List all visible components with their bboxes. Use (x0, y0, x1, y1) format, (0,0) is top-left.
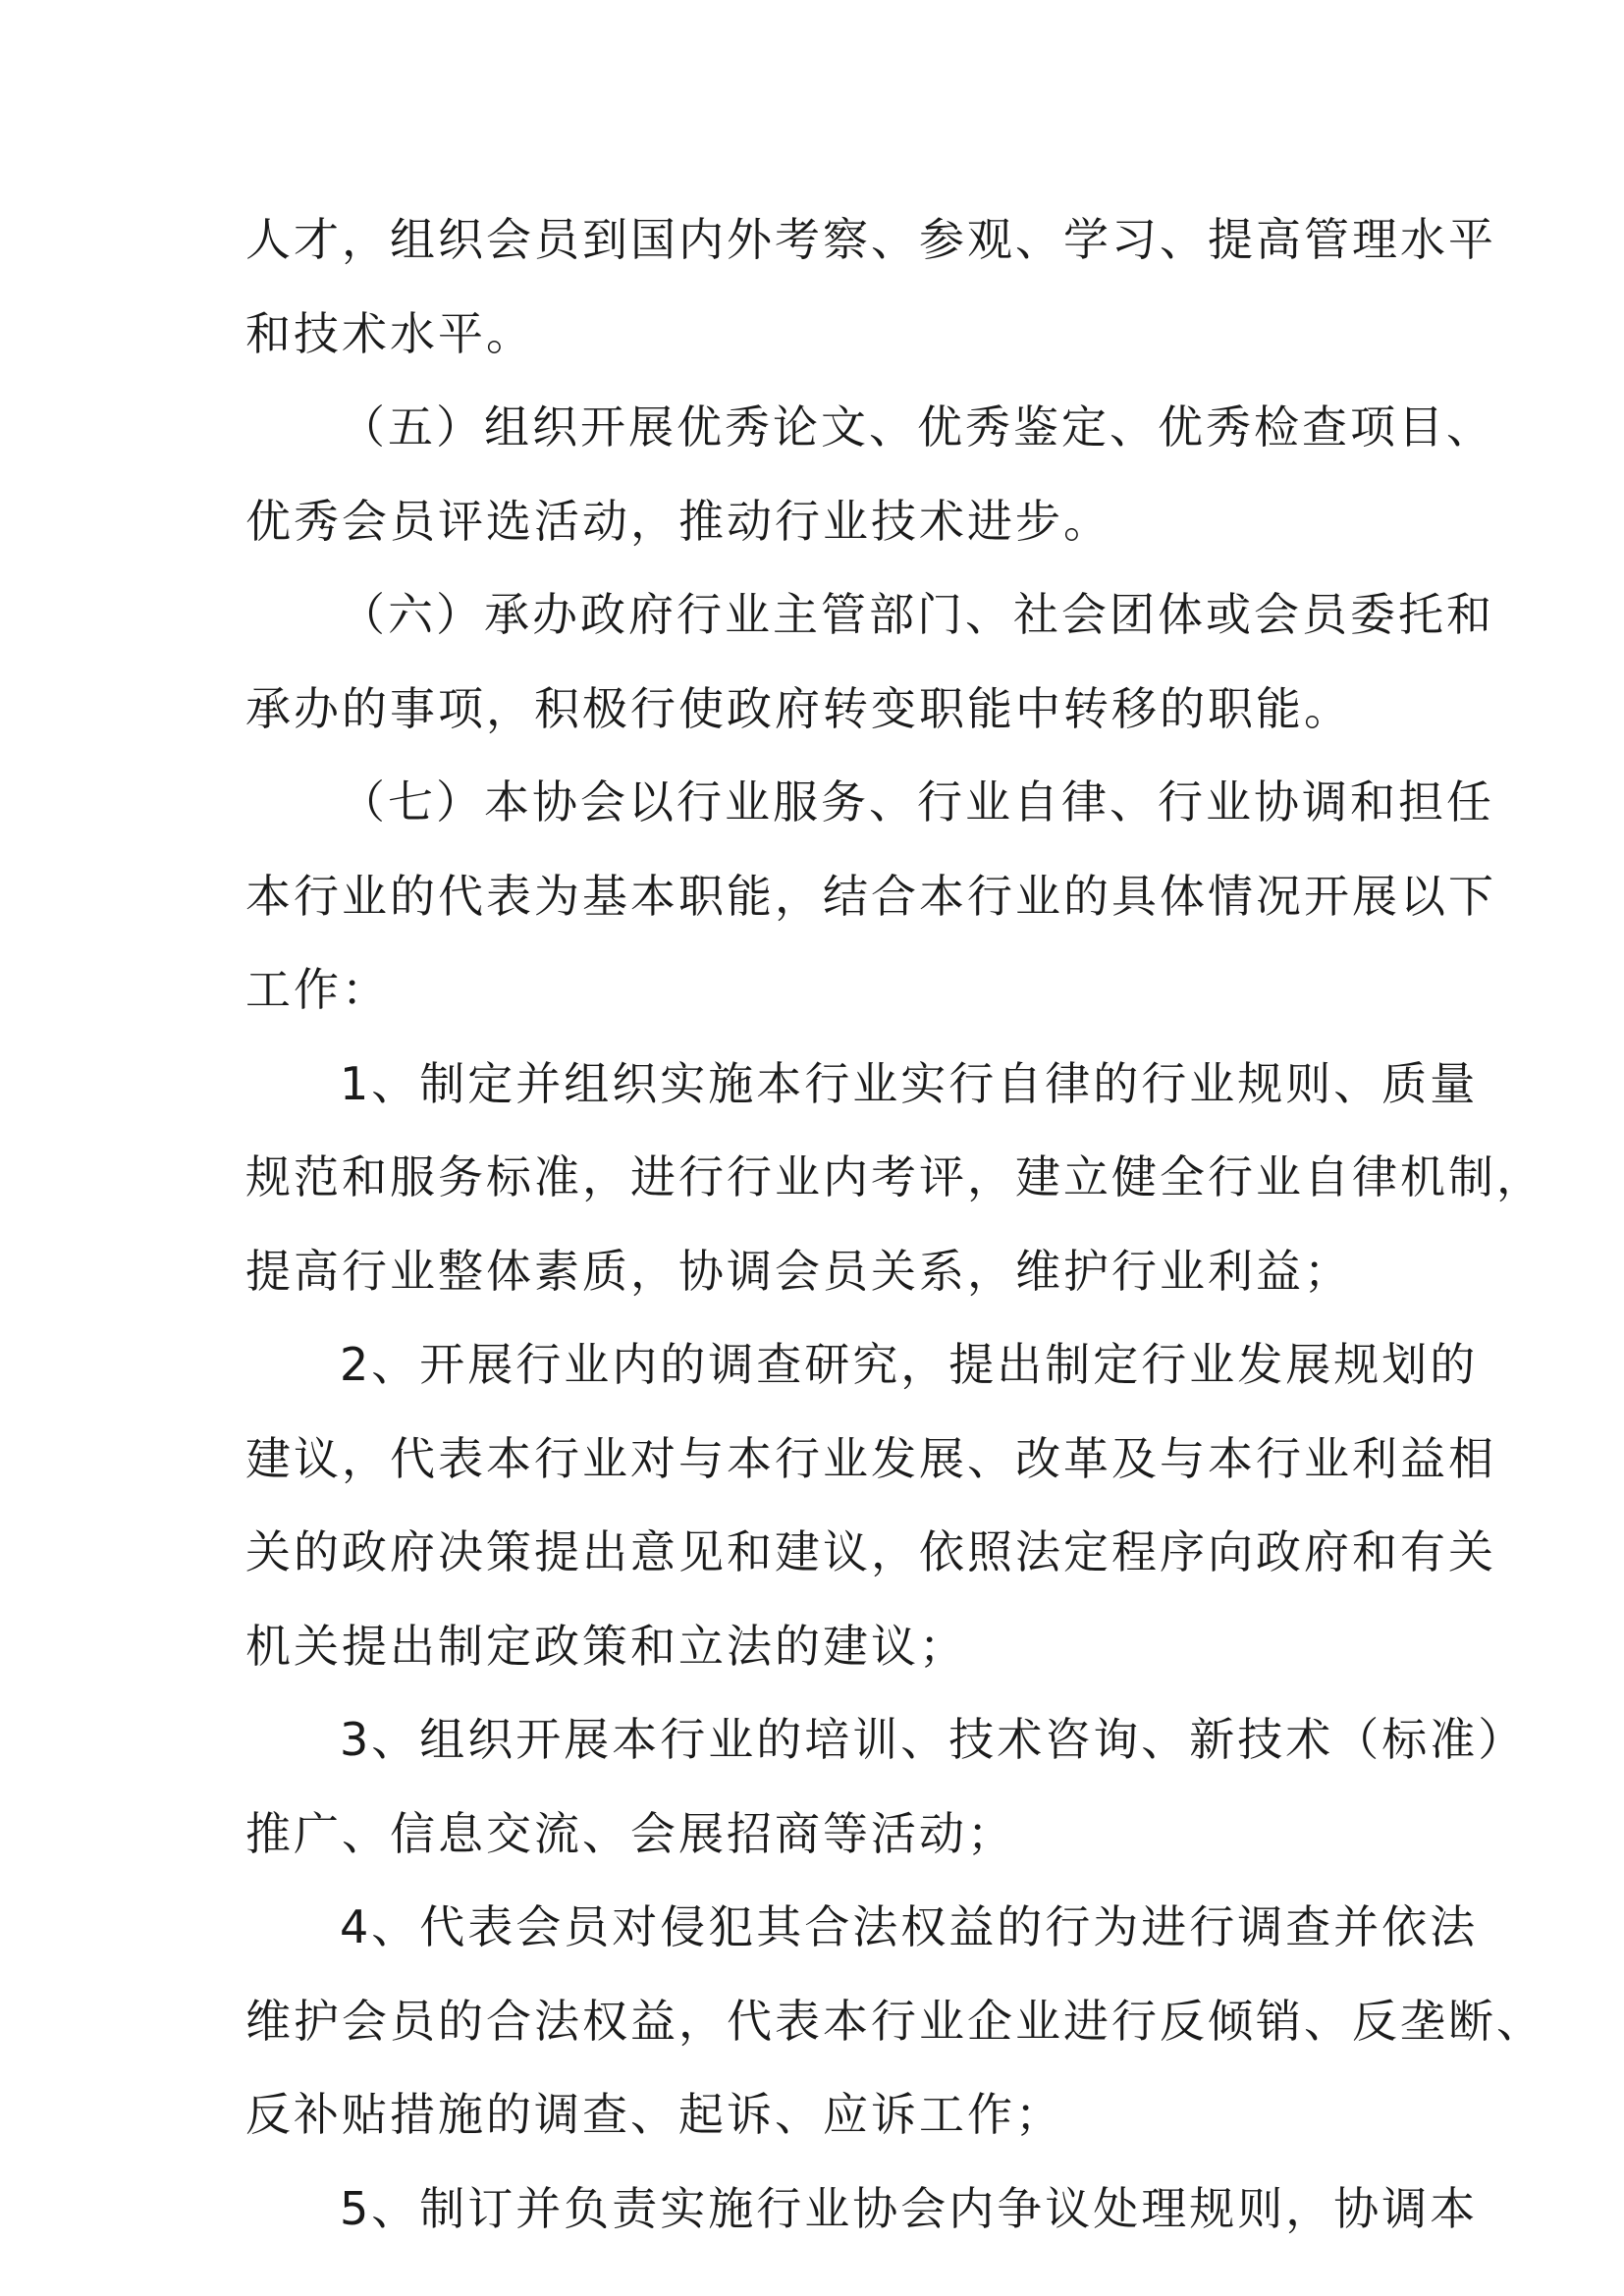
paragraph-start-line: 3、组织开展本行业的培训、技术咨询、新技术（标准） (340, 1713, 1527, 1766)
text-line: 工作： (245, 963, 390, 1016)
text-line: 和技术水平。 (245, 306, 534, 360)
text-line: 维护会员的合法权益，代表本行业企业进行反倾销、反垄断、 (245, 1994, 1544, 2048)
paragraph-start-line: （六）承办政府行业主管部门、社会团体或会员委托和 (340, 588, 1494, 641)
text-line: 推广、信息交流、会展招商等活动； (245, 1806, 1015, 1860)
paragraph-start-line: 2、开展行业内的调查研究，提出制定行业发展规划的 (340, 1338, 1479, 1391)
text-line: 关的政府决策提出意见和建议，依照法定程序向政府和有关 (245, 1525, 1496, 1578)
text-line: 反补贴措施的调查、起诉、应诉工作； (245, 2088, 1063, 2141)
text-line: 优秀会员评选活动，推动行业技术进步。 (245, 494, 1111, 548)
text-line: 规范和服务标准，进行行业内考评，建立健全行业自律机制， (245, 1150, 1544, 1203)
paragraph-start-line: 5、制订并负责实施行业协会内争议处理规则，协调本 (340, 2181, 1479, 2235)
text-line: 人才，组织会员到国内外考察、参观、学习、提高管理水平 (245, 213, 1496, 266)
text-line: 承办的事项，积极行使政府转变职能中转移的职能。 (245, 681, 1352, 735)
paragraph-start-line: 4、代表会员对侵犯其合法权益的行为进行调查并依法 (340, 1900, 1479, 1953)
paragraph-start-line: 1、制定并组织实施本行业实行自律的行业规则、质量 (340, 1056, 1479, 1110)
text-line: 提高行业整体素质，协调会员关系，维护行业利益； (245, 1244, 1352, 1298)
paragraph-start-line: （七）本协会以行业服务、行业自律、行业协调和担任 (340, 775, 1494, 828)
paragraph-start-line: （五）组织开展优秀论文、优秀鉴定、优秀检查项目、 (340, 400, 1494, 454)
text-line: 机关提出制定政策和立法的建议； (245, 1619, 967, 1673)
text-line: 建议，代表本行业对与本行业发展、改革及与本行业利益相 (245, 1431, 1496, 1485)
document-body (245, 210, 1544, 2272)
text-line: 本行业的代表为基本职能，结合本行业的具体情况开展以下 (245, 869, 1496, 923)
